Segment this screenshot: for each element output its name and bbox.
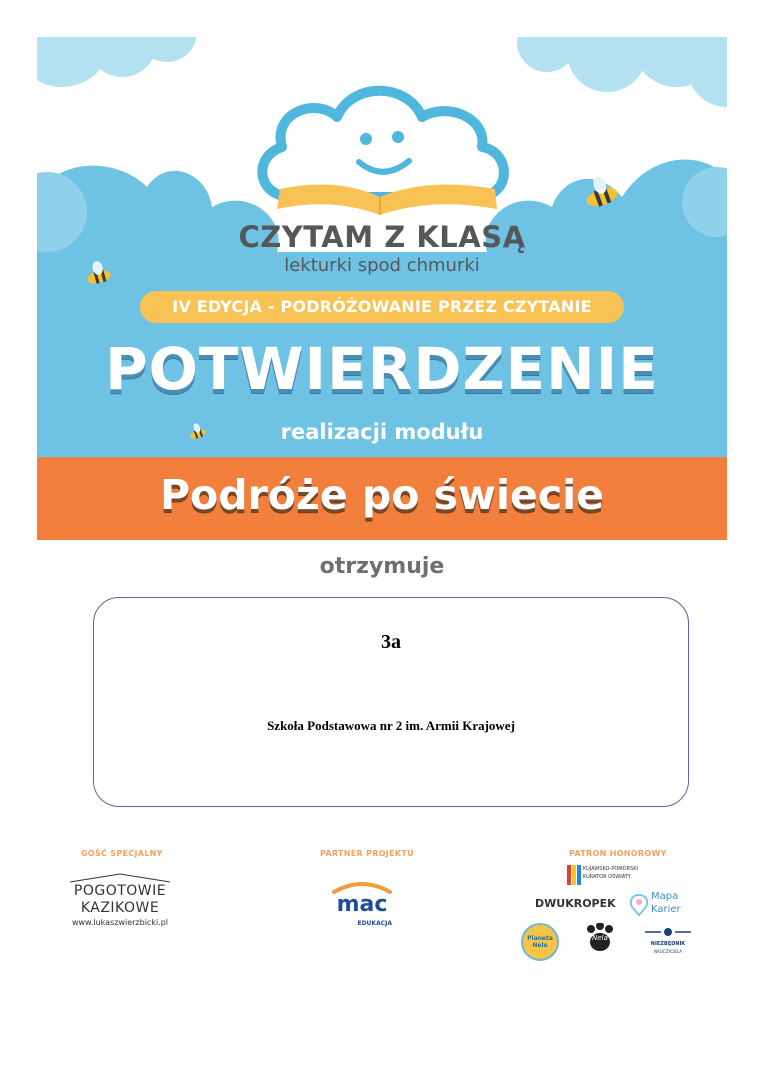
receives-label: otrzymuje [319,554,445,579]
certificate-page [37,37,727,982]
logo-cloud-art [262,91,504,197]
brand-title: CZYTAM Z KLASĄ [238,220,526,254]
recipient-class: 3a [381,631,401,653]
partner-logo [332,880,392,930]
kuratorium-emblem-icon [567,865,581,885]
patron-label: PATRON HONOROWY [569,849,667,858]
brand-tagline: lekturki spod chmurki [284,255,480,276]
kuratorium-line2: KURATOR OŚWIATY [583,874,631,880]
guest-logo-url: www.lukaszwierzbicki.pl [71,918,169,927]
dwukropek-logo: DWUKROPEK [535,897,616,910]
guest-label: GOŚĆ SPECJALNY [81,849,163,858]
mapa-karier-icon [629,893,649,917]
recipient-school: Szkoła Podstawowa nr 2 im. Armii Krajowej [267,718,515,733]
mapa-line2: Karier [651,904,681,915]
partner-logo-sub: EDUKACJA [357,920,392,927]
guest-logo-line2: KAZIKOWE [80,900,160,916]
guest-logo-line1: POGOTOWIE [73,883,167,899]
roof-icon [65,873,175,883]
eye-left-art [360,133,372,145]
guest-logo [65,873,175,933]
patron-logos [517,861,707,971]
mapa-line1: Mapa [651,891,679,902]
sub-title: realizacji modułu [280,420,484,444]
nela-text: Nela [592,934,608,942]
niezbednik-line2: NAUCZYCIELA [654,949,682,954]
main-title: POTWIERDZENIE [105,335,659,403]
edition-pill: IV EDYCJA - PODRÓŻOWANIE PRZEZ CZYTANIE [140,291,624,323]
recipient-card [93,597,689,807]
niezbednik-line1: NIEZBĘDNIK [650,941,686,947]
kuratorium-line1: KUJAWSKO-POMORSKI [583,866,638,872]
module-name: Podróże po świecie [160,471,604,519]
planeta-text: Planeta Nele [527,935,553,949]
niezbednik-check-icon [645,927,691,937]
planeta-nele-logo [521,923,559,961]
partner-logo-name: mac [336,892,388,917]
eye-right-art [392,131,404,143]
partner-label: PARTNER PROJEKTU [320,849,414,858]
header-sky [37,37,727,457]
